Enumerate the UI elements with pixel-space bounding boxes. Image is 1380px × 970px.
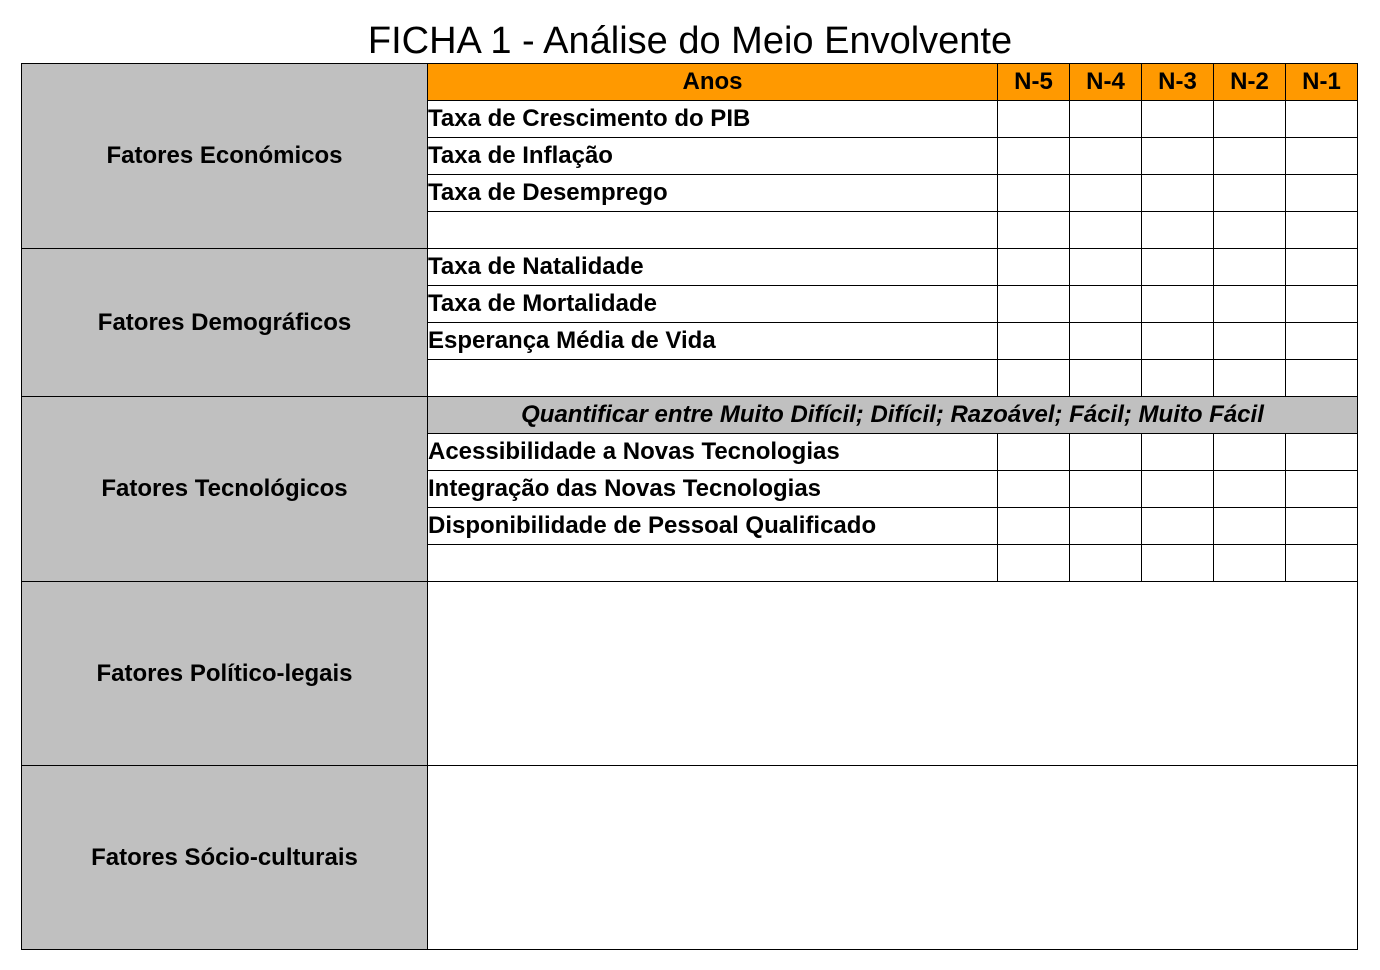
category-demograficos: Fatores Demográficos (22, 249, 428, 397)
value-cell[interactable] (1286, 323, 1358, 360)
row-label: Integração das Novas Tecnologias (428, 471, 998, 508)
value-cell[interactable] (998, 249, 1070, 286)
value-cell[interactable] (1070, 249, 1142, 286)
value-cell[interactable] (1214, 360, 1286, 397)
value-cell[interactable] (1142, 434, 1214, 471)
value-cell[interactable] (998, 212, 1070, 249)
row-label: Taxa de Desemprego (428, 175, 998, 212)
value-cell[interactable] (1142, 360, 1214, 397)
value-cell[interactable] (1286, 175, 1358, 212)
value-cell[interactable] (998, 360, 1070, 397)
value-cell[interactable] (998, 286, 1070, 323)
notes-area-politico-legais[interactable] (428, 582, 1358, 766)
row-label: Acessibilidade a Novas Tecnologias (428, 434, 998, 471)
value-cell[interactable] (1070, 212, 1142, 249)
value-cell[interactable] (1070, 101, 1142, 138)
category-politico-legais: Fatores Político-legais (22, 582, 428, 766)
row-label-blank[interactable] (428, 212, 998, 249)
value-cell[interactable] (998, 138, 1070, 175)
value-cell[interactable] (1214, 101, 1286, 138)
value-cell[interactable] (1286, 286, 1358, 323)
row-label: Disponibilidade de Pessoal Qualificado (428, 508, 998, 545)
value-cell[interactable] (1214, 434, 1286, 471)
table-row (22, 766, 1358, 950)
value-cell[interactable] (1286, 508, 1358, 545)
row-label-blank[interactable] (428, 545, 998, 582)
value-cell[interactable] (1286, 471, 1358, 508)
value-cell[interactable] (1214, 286, 1286, 323)
category-socio-culturais: Fatores Sócio-culturais (22, 766, 428, 950)
value-cell[interactable] (1214, 545, 1286, 582)
year-header-n4: N-4 (1070, 64, 1142, 101)
row-label: Taxa de Crescimento do PIB (428, 101, 998, 138)
value-cell[interactable] (1142, 471, 1214, 508)
value-cell[interactable] (1070, 286, 1142, 323)
value-cell[interactable] (1142, 101, 1214, 138)
value-cell[interactable] (1286, 101, 1358, 138)
table-row (22, 582, 1358, 766)
row-label: Esperança Média de Vida (428, 323, 998, 360)
note-row (22, 397, 1358, 434)
value-cell[interactable] (1214, 508, 1286, 545)
value-cell[interactable] (1070, 175, 1142, 212)
value-cell[interactable] (1070, 508, 1142, 545)
row-label: Taxa de Mortalidade (428, 286, 998, 323)
value-cell[interactable] (998, 508, 1070, 545)
value-cell[interactable] (1142, 323, 1214, 360)
value-cell[interactable] (1214, 471, 1286, 508)
category-tecnologicos: Fatores Tecnológicos (22, 397, 428, 582)
value-cell[interactable] (998, 175, 1070, 212)
year-header-n2: N-2 (1214, 64, 1286, 101)
value-cell[interactable] (1214, 138, 1286, 175)
row-label: Taxa de Inflação (428, 138, 998, 175)
value-cell[interactable] (1286, 545, 1358, 582)
value-cell[interactable] (998, 434, 1070, 471)
analysis-table (21, 63, 1358, 950)
year-header-n5: N-5 (998, 64, 1070, 101)
value-cell[interactable] (1214, 212, 1286, 249)
value-cell[interactable] (1070, 434, 1142, 471)
value-cell[interactable] (1286, 138, 1358, 175)
notes-area-socio-culturais[interactable] (428, 766, 1358, 950)
value-cell[interactable] (1286, 212, 1358, 249)
value-cell[interactable] (1142, 286, 1214, 323)
value-cell[interactable] (1286, 360, 1358, 397)
value-cell[interactable] (1070, 360, 1142, 397)
page-title: FICHA 1 - Análise do Meio Envolvente (367, 20, 1013, 62)
value-cell[interactable] (1070, 323, 1142, 360)
value-cell[interactable] (1070, 138, 1142, 175)
value-cell[interactable] (1286, 434, 1358, 471)
quantify-note: Quantificar entre Muito Difícil; Difícil; Razoável; Fácil; Muito Fácil (428, 397, 1358, 434)
row-label: Taxa de Natalidade (428, 249, 998, 286)
value-cell[interactable] (998, 471, 1070, 508)
year-header-n1: N-1 (1286, 64, 1358, 101)
year-header-n3: N-3 (1142, 64, 1214, 101)
value-cell[interactable] (998, 545, 1070, 582)
value-cell[interactable] (998, 323, 1070, 360)
value-cell[interactable] (1070, 545, 1142, 582)
value-cell[interactable] (1286, 249, 1358, 286)
value-cell[interactable] (1142, 508, 1214, 545)
value-cell[interactable] (998, 101, 1070, 138)
anos-header: Anos (428, 64, 998, 101)
value-cell[interactable] (1142, 212, 1214, 249)
value-cell[interactable] (1142, 175, 1214, 212)
value-cell[interactable] (1142, 138, 1214, 175)
value-cell[interactable] (1214, 249, 1286, 286)
value-cell[interactable] (1214, 323, 1286, 360)
category-economicos: Fatores Económicos (22, 64, 428, 249)
value-cell[interactable] (1142, 249, 1214, 286)
row-label-blank[interactable] (428, 360, 998, 397)
header-row (22, 64, 1358, 101)
table-row (22, 249, 1358, 286)
value-cell[interactable] (1070, 471, 1142, 508)
value-cell[interactable] (1214, 175, 1286, 212)
value-cell[interactable] (1142, 545, 1214, 582)
